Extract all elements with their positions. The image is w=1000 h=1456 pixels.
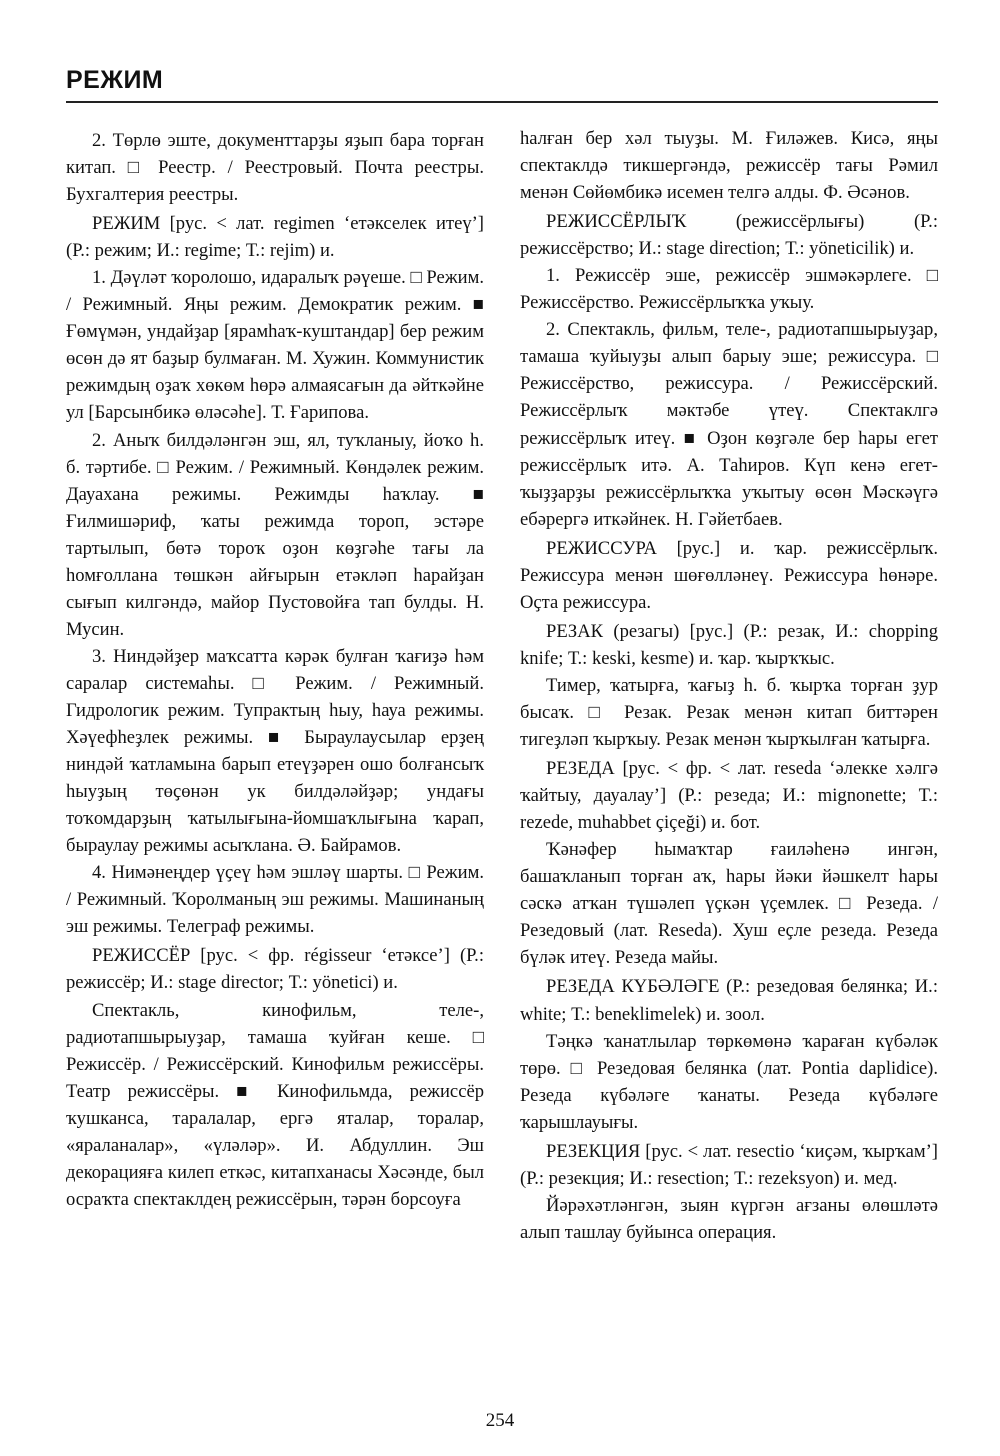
sense-paragraph: 1. Дәүләт ҡоролошо, идаралыҡ рәүеше. □ Режим. / Режимный. Яңы режим. Демократик режим. ■ Ғөмүмән, ундайҙар [ярамһаҡ-куштандар] бер режим өсөн дә ят баҙыр булмаған. М. Хужин. Коммунистик режимдың оҙаҡ хөкөм һөрә алмаясағын да әйткәйне ул [Барсынбикә өләсәһе]. Т. Ғарипова. <box>66 267 484 424</box>
headword-entry: РЕЗЕКЦИЯ [рус. < лат. resectio ‘киҫәм, ҡырҡам’] (Р.: резекция; И.: resection; Т.: rezeksyon) и. мед. <box>520 1140 938 1189</box>
headword-entry: РЕЖИССЁРЛЫҠ (режиссёрлығы) (Р.: режиссёрство; И.: stage direction; Т.: yöneticilik) и. <box>520 211 938 260</box>
sense-paragraph: Тәңкә ҡанатлылар төркөмөнә ҡараған күбәләк төрө. □ Резедовая белянка (лат. Pontia daplidice). Резеда күбәләге ҡанаты. Резеда күбәләге ҡарышлауығы. <box>520 1030 938 1133</box>
sense-paragraph: 3. Ниндәйҙер маҡсатта кәрәк булған ҡағиҙә һәм саралар системаһы. □ Режим. / Режимный. Гидрологик режим. Тупрактың һыу, һауа режимы. Хәүефһеҙлек режимы. ■ Быраулаусылар ерҙең ниндәй ҡатламына барып етеүҙәрен ошо болғансыҡ һыуҙың төҫөнән ук билдәләйҙәр; ундағы тоҡомдарҙың ҡатылығына-йомшаҡлығына ҡарап, быраулау режимы асыҡлана. Ә. Байрамов. <box>66 645 484 857</box>
page-number: 254 <box>485 1410 515 1431</box>
left-column <box>66 125 484 1213</box>
sense-paragraph: Тимер, ҡатырға, ҡағыҙ һ. б. ҡырҡа торған ҙур бысаҡ. □ Резак. Резак менән китап биттәрен тигеҙләп ҡырҡыу. Резак менән ҡырҡылған ҡатырға. <box>520 674 938 751</box>
sense-paragraph: Спектакль, кинофильм, теле-, радиотапшырыуҙар, тамаша ҡуйған кеше. □ Режиссёр. / Режиссёрский. Кинофильм режиссёры. Театр режиссёры. ■ Кинофильмда, режиссёр ҡушканса, таралалар, ергә яталар, торалар, «яраланалар», «үләләр». И. Абдуллин. Эш декорацияға килеп еткәс, китапханасы Хәсәнде, был осраҡта спектаклдең режиссёрын, тәрән борсоуға <box>66 999 484 1210</box>
sense-paragraph: 1. Режиссёр эше, режиссёр эшмәкәрлеге. □ Режиссёрство. Режиссёрлыҡҡа уҡыу. <box>520 265 938 314</box>
sense-paragraph: 2. Спектакль, фильм, теле-, радиотапшырыуҙар, тамаша ҡуйыуҙы алып барыу эше; режиссура. □ Режиссёрство, режиссура. / Режиссёрский. Режиссёрлыҡ мәктәбе үтеү. Спектаклгә режиссёрлыҡ итеү. ■ Оҙон көҙгәле бер һары егет режиссёрлыҡ итә. А. Таһиров. Күп кенә егет-ҡыҙҙарҙы режиссёрлыҡҡа уҡытыу өсөн Мәскәүгә ебәрергә иткәйнек. Н. Гәйетбаев. <box>520 319 938 530</box>
headword-entry: РЕЖИССУРА [рус.] и. ҡар. режиссёрлыҡ. Режиссура менән шөғөлләнеү. Режиссура һөнәре. Оҫта режиссура. <box>520 537 938 613</box>
entry-paragraph: һалған бер хәл тыуҙы. М. Ғиләжев. Кисә, яңы спектаклдә тикшергәндә, режиссёр тағы Рәмил менән Сөйөмбикә исемен телгә алды. Ф. Әсәнов. <box>520 128 938 204</box>
right-column <box>520 125 938 1246</box>
sense-paragraph: Йәрәхәтләнгән, зыян күргән ағзаны өлөшләтә алып ташлау буйынса операция. <box>520 1194 938 1243</box>
headword-entry: РЕЖИССЁР [рус. < фр. régisseur ‘етәксе’] (Р.: режиссёр; И.: stage director; Т.: yönetici) и. <box>66 945 484 994</box>
sense-paragraph: 4. Нимәнеңдер үҫеү һәм эшләү шарты. □ Режим. / Режимный. Ҡоролманың эш режимы. Машинаның эш режимы. Телеграф режимы. <box>66 862 484 938</box>
headword-entry: РЕЗЕДА КҮБӘЛӘГЕ (Р.: резедовая белянка; И.: white; Т.: beneklimelek) и. зоол. <box>520 976 938 1025</box>
header-divider <box>66 101 938 103</box>
sense-paragraph: 2. Аныҡ билдәләнгән эш, ял, туҡланыу, йоҡо һ. б. тәртибе. □ Режим. / Режимный. Көндәлек режим. Дауахана режимы. Режимды һаҡлау. ■ Ғилмишәриф, ҡаты режимда тороп, эстәре тартылып, бөтә тороҡ оҙон көҙгәһе тағы ла һомғоллана төшкән айғырын етәкләп һарайҙан сығып килгәндә, майор Пустовойға тап булды. Н. Мусин. <box>66 429 484 640</box>
headword-entry: РЕЗАК (резагы) [рус.] (Р.: резак, И.: chopping knife; Т.: keski, kesme) и. ҡар. ҡырҡҡыс. <box>520 620 938 669</box>
entry-paragraph: 2. Төрлө эште, документтарҙы яҙып бара торған китап. □ Реестр. / Реестровый. Почта реестры. Бухгалтерия реестры. <box>66 130 484 206</box>
running-head: РЕЖИМ <box>66 66 164 94</box>
headword-entry: РЕЖИМ [рус. < лат. regimen ‘етәкселек итеү’] (Р.: режим; И.: regime; Т.: rejim) и. <box>66 213 484 262</box>
headword-entry: РЕЗЕДА [рус. < фр. < лат. reseda ‘әлеккe хәлгә ҡайтыу, дауалау’] (Р.: резеда; И.: mignonette; Т.: rezede, muhabbet çiçeği) и. бот. <box>520 758 938 834</box>
sense-paragraph: Ҡәнәфер һымаҡтар ғаиләһенә ингән, башаҡланып торған аҡ, һары йәки йәшкелт һары сәскә атҡан түшәлеп үҫкән үҫемлек. □ Резеда. / Резедовый (лат. Reseda). Хуш еҫле резеда. Резеда бүләк итеү. Резеда майы. <box>520 839 938 969</box>
